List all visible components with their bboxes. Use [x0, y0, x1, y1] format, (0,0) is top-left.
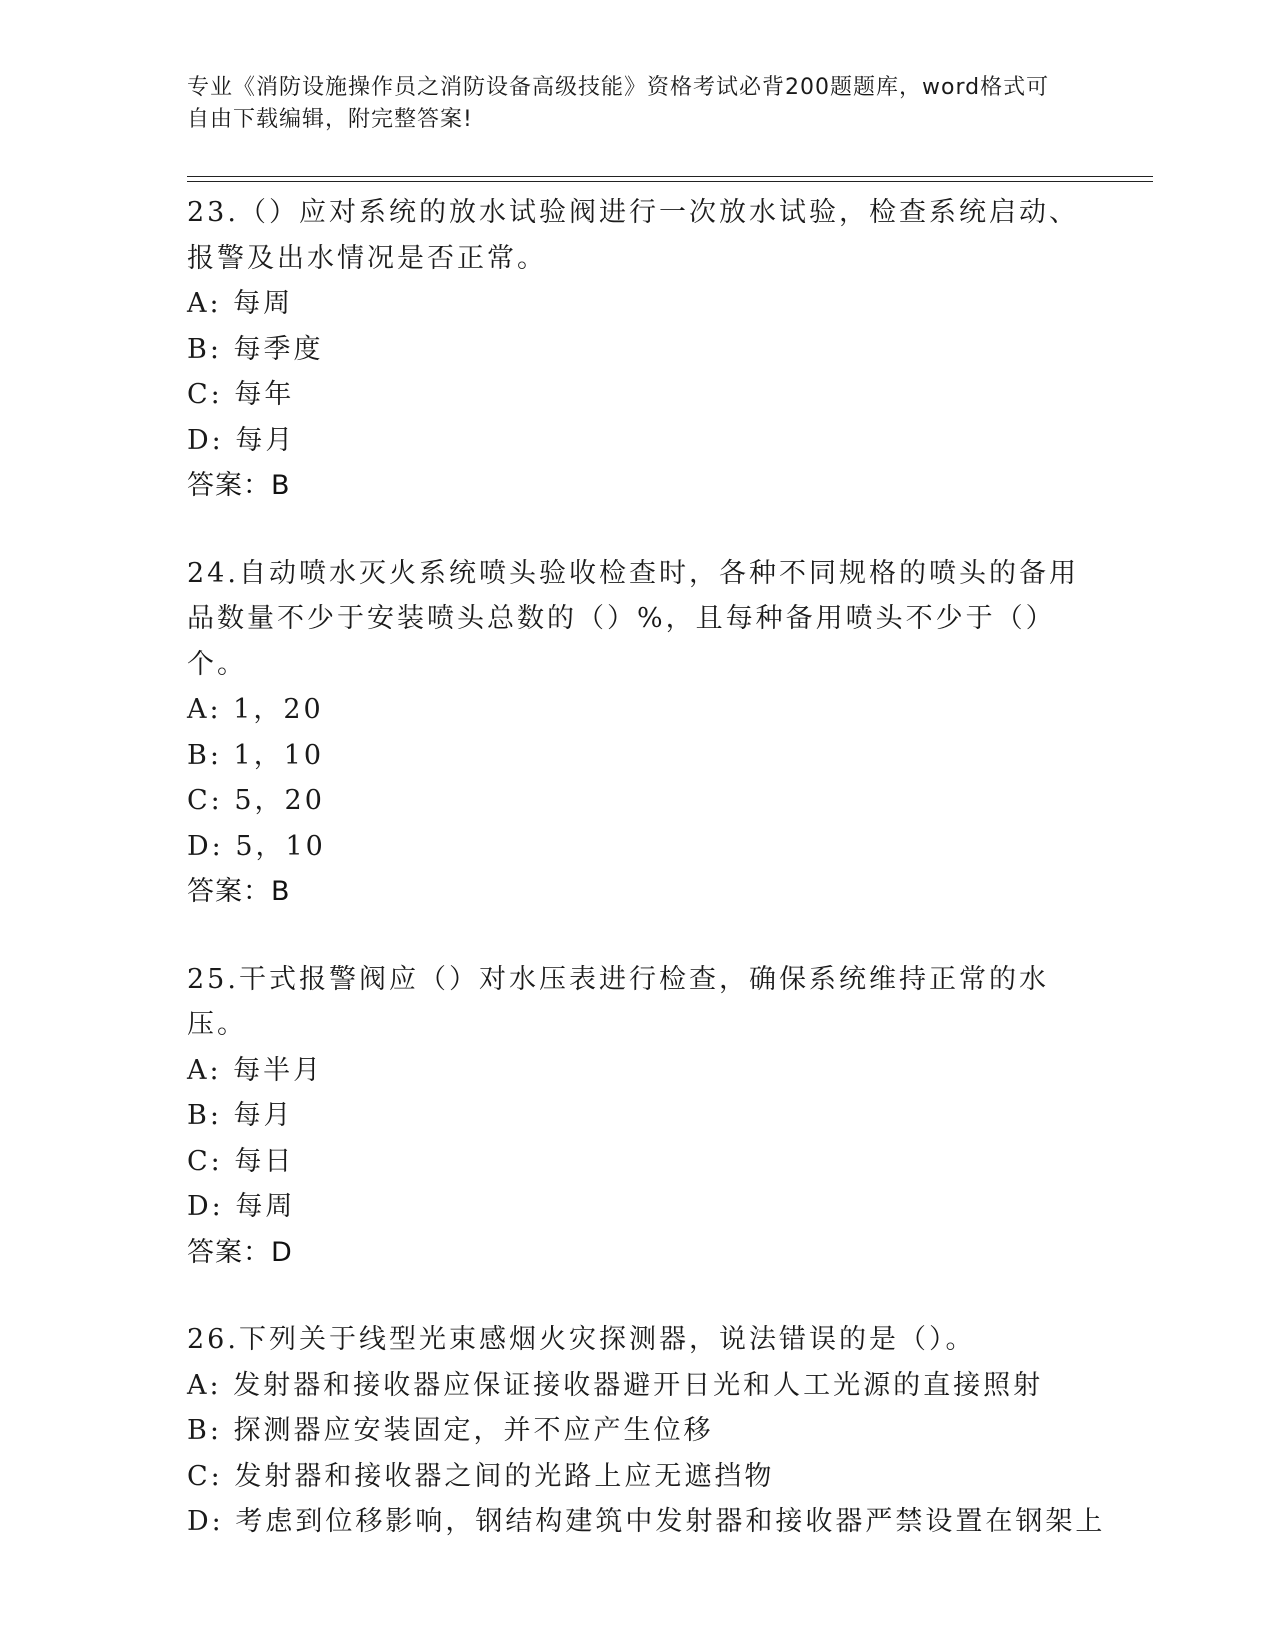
option-c: C: 每年	[187, 379, 295, 410]
question-stem: 26.下列关于线型光束感烟火灾探测器，说法错误的是（）。	[187, 1324, 976, 1355]
option-b: B: 1，10	[187, 739, 325, 771]
question-stem: 25.干式报警阀应（）对水压表进行检查，确保系统维持正常的水压。	[187, 963, 1049, 1040]
header-divider-bottom	[187, 181, 1153, 182]
question-stem: 23.（）应对系统的放水试验阀进行一次放水试验，检查系统启动、报警及出水情况是否正常。	[187, 197, 1079, 274]
option-a: A: 1，20	[187, 694, 324, 725]
answer-line: 答案：D	[187, 1236, 293, 1268]
option-b: B: 每月	[187, 1100, 294, 1131]
answer-line: 答案：B	[187, 470, 291, 501]
option-b: B: 探测器应安装固定，并不应产生位移	[187, 1415, 714, 1446]
option-c: C: 每日	[187, 1145, 295, 1177]
question-26	[187, 1317, 1106, 1545]
answer-line: 答案：B	[187, 876, 291, 907]
question-25	[187, 957, 1087, 1276]
option-d: D: 考虑到位移影响，钢结构建筑中发射器和接收器严禁设置在钢架上	[187, 1506, 1106, 1537]
option-a: A: 每周	[187, 288, 294, 319]
option-c: C: 发射器和接收器之间的光路上应无遮挡物	[187, 1460, 775, 1492]
option-c: C: 5，20	[187, 785, 325, 816]
option-a: A: 发射器和接收器应保证接收器避开日光和人工光源的直接照射	[187, 1369, 1044, 1401]
option-d: D: 每月	[187, 424, 296, 456]
option-a: A: 每半月	[187, 1054, 324, 1086]
question-24	[187, 551, 1087, 915]
question-stem: 24.自动喷水灭火系统喷头验收检查时，各种不同规格的喷头的备用品数量不少于安装喷头总数的（）%，且每种备用喷头不少于（）个。	[187, 557, 1079, 680]
header-divider-top	[187, 176, 1153, 177]
question-list	[187, 189, 1106, 1587]
document-header: 专业《消防设施操作员之消防设备高级技能》资格考试必背200题题库，word格式可自由下载编辑，附完整答案!	[187, 75, 1050, 132]
option-b: B: 每季度	[187, 333, 324, 365]
question-23	[187, 190, 1087, 509]
option-d: D: 每周	[187, 1191, 296, 1222]
option-d: D: 5，10	[187, 830, 326, 862]
